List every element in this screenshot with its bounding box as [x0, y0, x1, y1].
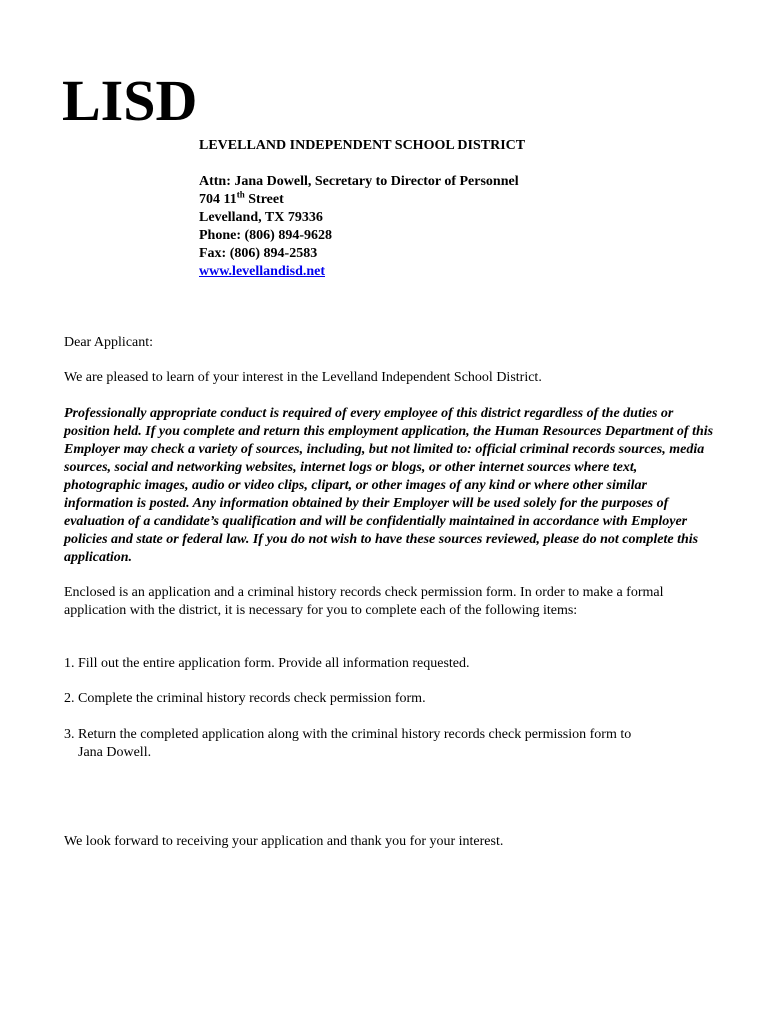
list-item: [64, 726, 714, 762]
list-item-text: 3. Return the completed application along with the criminal history records check permission form to: [64, 727, 632, 742]
closing-paragraph: We look forward to receiving your application and thank you for your interest.: [64, 834, 504, 849]
conduct-notice-paragraph: Professionally appropriate conduct is required of every employee of this district regardless of the duties or position held. If you complete and return this employment application, the Human Resources Department of this Employer may check a variety of sources, including, but not limited to: official criminal records sources, media sources, social and networking websites, internet logs or blogs, or other internet sources where text, photographic images, audio or video clips, clipart, or other images of any kind or where other similar information is posted. Any information obtained by their Employer will be used solely for the purposes of evaluation of a candidate’s qualification and will be confidentially maintained in accordance with Employer policies and state or federal law. If you do not wish to have these sources reviewed, please do not complete this application.: [64, 406, 714, 565]
list-item-continuation: Jana Dowell.: [78, 745, 152, 760]
salutation: Dear Applicant:: [64, 335, 154, 350]
org-name: LEVELLAND INDEPENDENT SCHOOL DISTRICT: [199, 138, 526, 153]
website-link[interactable]: www.levellandisd.net: [199, 264, 326, 279]
city-line: Levelland, TX 79336: [199, 210, 323, 225]
street-suffix: th: [236, 189, 245, 200]
fax-line: Fax: (806) 894-2583: [199, 246, 318, 261]
website-line: [199, 263, 525, 281]
street-number: 704 11: [199, 192, 237, 207]
phone-line: Phone: (806) 894-9628: [199, 228, 332, 243]
intro-paragraph: We are pleased to learn of your interest in the Levelland Independent School District.: [64, 370, 542, 385]
street-name: Street: [244, 192, 284, 207]
list-item: 1. Fill out the entire application form. Provide all information requested.: [64, 656, 470, 671]
letterhead-address-block: [199, 137, 525, 281]
enclosed-paragraph: Enclosed is an application and a criminal history records check permission form. In order to make a formal application with the district, it is necessary for you to complete each of the following items:: [64, 585, 664, 618]
district-logo: LISD: [62, 68, 198, 133]
list-item: 2. Complete the criminal history records check permission form.: [64, 691, 426, 706]
street-line: [199, 191, 525, 209]
attn-line: Attn: Jana Dowell, Secretary to Director of Personnel: [199, 174, 519, 189]
